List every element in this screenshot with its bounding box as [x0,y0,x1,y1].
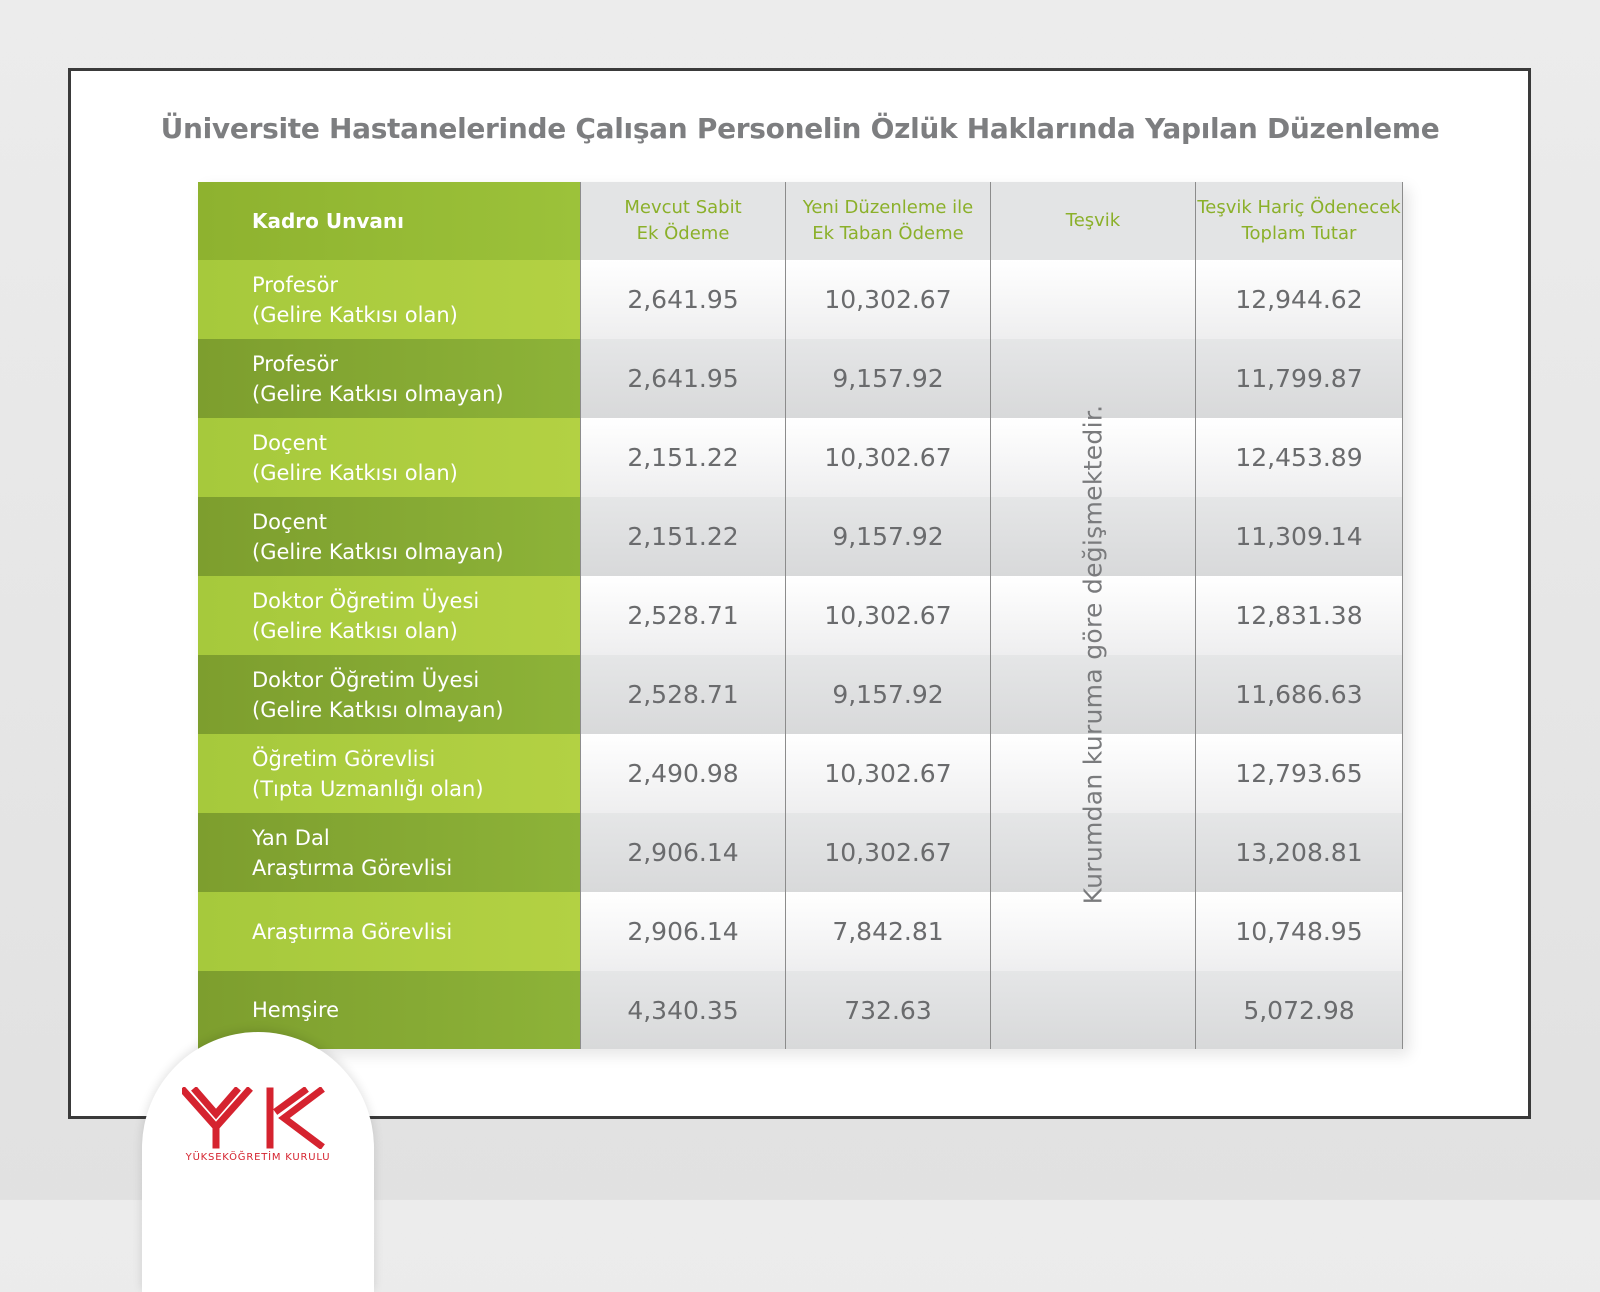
salary-table [198,182,1403,1049]
cell-tesvik [990,339,1195,418]
cell-tesvik [990,418,1195,497]
row-title-line1: Profesör [252,272,339,297]
cell-toplam: 10,748.95 [1195,892,1403,971]
header-toplam-line1: Teşvik Hariç Ödenecek [1197,197,1401,218]
row-title-line1: Hemşire [252,998,340,1022]
cell-toplam: 13,208.81 [1195,813,1403,892]
row-title-line2: (Gelire Katkısı olmayan) [252,381,504,406]
cell-toplam: 12,453.89 [1195,418,1403,497]
cell-mevcut: 2,906.14 [580,892,785,971]
cell-tesvik [990,576,1195,655]
cell-mevcut: 4,340.35 [580,971,785,1049]
row-title [198,339,580,418]
cell-yeni: 10,302.67 [785,418,990,497]
table-row [198,497,1403,576]
header-yeni-line2: Ek Taban Ödeme [812,223,964,244]
yok-logo-icon [182,1087,332,1149]
cell-yeni: 10,302.67 [785,734,990,813]
table-row [198,655,1403,734]
cell-toplam: 5,072.98 [1195,971,1403,1049]
cell-yeni: 9,157.92 [785,339,990,418]
cell-tesvik [990,971,1195,1049]
header-yeni-ek-taban-odeme [785,182,990,260]
row-title [198,892,580,971]
cell-mevcut: 2,528.71 [580,655,785,734]
header-mevcut-line1: Mevcut Sabit [624,197,742,218]
cell-yeni: 10,302.67 [785,813,990,892]
cell-yeni: 10,302.67 [785,576,990,655]
cell-tesvik [990,813,1195,892]
cell-mevcut: 2,490.98 [580,734,785,813]
row-title-line1: Profesör [252,351,339,376]
row-title-line2: (Gelire Katkısı olan) [252,460,458,485]
row-title [198,418,580,497]
row-title-line1: Doktor Öğretim Üyesi [252,588,480,613]
cell-toplam: 12,831.38 [1195,576,1403,655]
row-title-line1: Doktor Öğretim Üyesi [252,667,480,692]
cell-toplam: 12,793.65 [1195,734,1403,813]
cell-mevcut: 2,528.71 [580,576,785,655]
cell-tesvik [990,260,1195,339]
cell-toplam: 12,944.62 [1195,260,1403,339]
page-title: Üniversite Hastanelerinde Çalışan Personelin Özlük Haklarında Yapılan Düzenleme [160,112,1440,145]
row-title [198,576,580,655]
table-row [198,418,1403,497]
yok-logo-badge [142,1032,374,1292]
cell-tesvik [990,655,1195,734]
cell-yeni: 9,157.92 [785,497,990,576]
row-title [198,497,580,576]
row-title [198,813,580,892]
row-title-line1: Yan Dal [252,825,330,850]
row-title-line2: (Gelire Katkısı olmayan) [252,697,504,722]
header-kadro-unvani: Kadro Unvanı [198,182,580,260]
cell-yeni: 732.63 [785,971,990,1049]
header-mevcut-sabit-ek-odeme [580,182,785,260]
table-row [198,576,1403,655]
cell-mevcut: 2,151.22 [580,497,785,576]
cell-tesvik [990,497,1195,576]
row-title-line2: (Gelire Katkısı olmayan) [252,539,504,564]
cell-mevcut: 2,151.22 [580,418,785,497]
header-mevcut-line2: Ek Ödeme [636,223,730,244]
row-title-line1: Araştırma Görevlisi [252,919,453,944]
table-row [198,813,1403,892]
row-title-line1: Öğretim Görevlisi [252,746,436,771]
header-tesvik: Teşvik [990,182,1195,260]
cell-mevcut: 2,641.95 [580,339,785,418]
cell-toplam: 11,309.14 [1195,497,1403,576]
cell-yeni: 10,302.67 [785,260,990,339]
header-toplam-tutar [1195,182,1403,260]
cell-toplam: 11,686.63 [1195,655,1403,734]
cell-mevcut: 2,641.95 [580,260,785,339]
table-row [198,339,1403,418]
table-row [198,260,1403,339]
cell-yeni: 7,842.81 [785,892,990,971]
header-toplam-line2: Toplam Tutar [1241,223,1357,244]
row-title-line2: (Gelire Katkısı olan) [252,302,458,327]
cell-toplam: 11,799.87 [1195,339,1403,418]
row-title [198,260,580,339]
cell-mevcut: 2,906.14 [580,813,785,892]
row-title [198,734,580,813]
cell-tesvik [990,892,1195,971]
table-row [198,971,1403,1049]
table-row [198,734,1403,813]
row-title-line2: Araştırma Görevlisi [252,855,453,880]
row-title-line1: Doçent [252,430,328,455]
yok-logo-text: YÜKSEKÖĞRETİM KURULU [185,1152,331,1163]
cell-tesvik [990,734,1195,813]
table-row [198,892,1403,971]
row-title [198,655,580,734]
row-title-line2: (Tıpta Uzmanlığı olan) [252,776,484,801]
row-title-line1: Doçent [252,509,328,534]
cell-yeni: 9,157.92 [785,655,990,734]
header-yeni-line1: Yeni Düzenleme ile [802,197,974,218]
tesvik-note-text: Kurumdan kuruma göre değişmektedir. [1078,404,1108,905]
row-title-line2: (Gelire Katkısı olan) [252,618,458,643]
